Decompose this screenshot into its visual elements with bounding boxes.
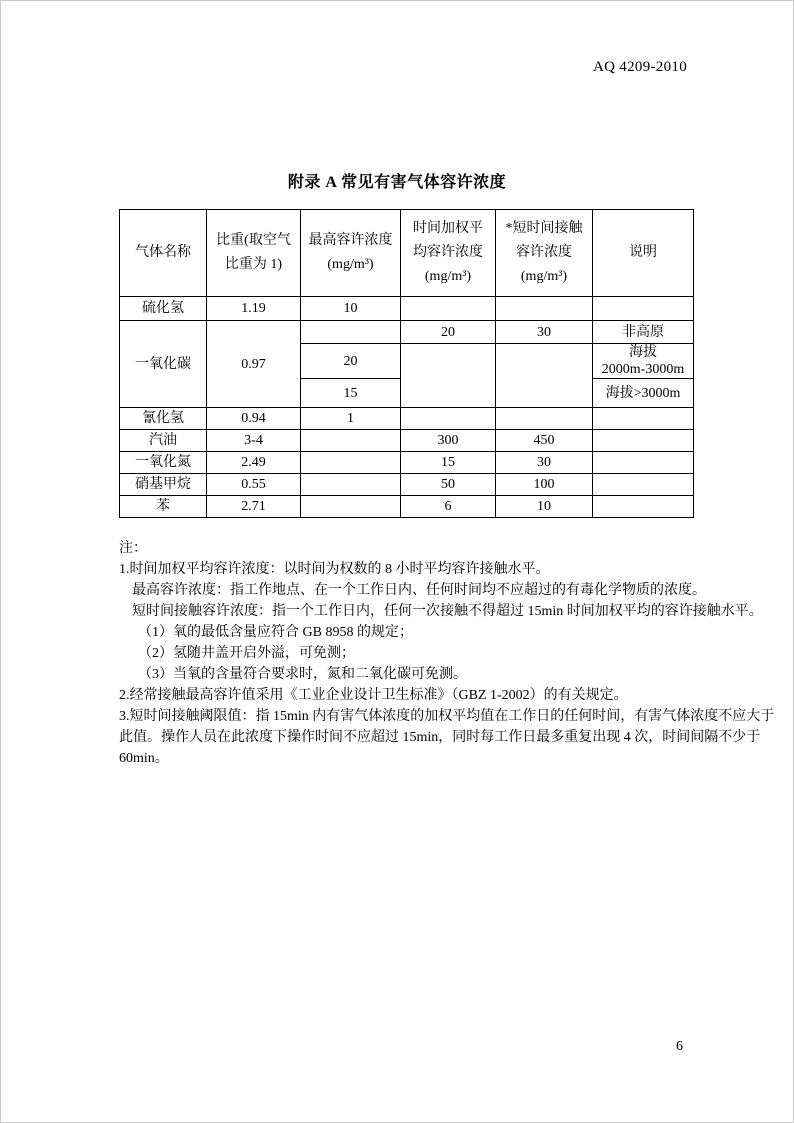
cell-twa: 300 <box>401 430 496 452</box>
cell-remark-empty <box>593 452 694 474</box>
cell-remark: 非高原 <box>593 321 694 344</box>
cell-gravity: 1.19 <box>207 297 301 321</box>
cell-twa-empty <box>401 408 496 430</box>
remark-line: 海拔 <box>629 345 657 360</box>
cell-max: 1 <box>301 408 401 430</box>
cell-stel: 30 <box>496 321 593 344</box>
header-label-line: (mg/m³) <box>424 269 472 284</box>
cell-gravity: 2.49 <box>207 452 301 474</box>
page-number: 6 <box>676 1039 683 1054</box>
cell-gas-name: 硫化氢 <box>120 297 207 321</box>
cell-gas-name: 一氧化氮 <box>120 452 207 474</box>
col-header-twa-concentration <box>401 210 496 297</box>
cell-twa: 20 <box>401 321 496 344</box>
cell-max: 10 <box>301 297 401 321</box>
cell-stel: 450 <box>496 430 593 452</box>
note-line: （2）氢随井盖开启外溢，可免测； <box>138 646 355 661</box>
table-row-nitromethane <box>120 474 694 496</box>
cell-gas-name: 一氧化碳 <box>120 321 207 408</box>
cell-max-empty <box>301 430 401 452</box>
cell-gas-name: 硝基甲烷 <box>120 474 207 496</box>
col-header-stel-concentration <box>496 210 593 297</box>
cell-remark-empty <box>593 430 694 452</box>
cell-gravity: 3-4 <box>207 430 301 452</box>
cell-max: 20 <box>301 344 401 379</box>
cell-max-empty <box>301 496 401 518</box>
cell-gas-name: 苯 <box>120 496 207 518</box>
header-label-line: 最高容许浓度 <box>308 233 393 248</box>
cell-max-empty <box>301 452 401 474</box>
cell-gravity: 0.97 <box>207 321 301 408</box>
cell-twa: 6 <box>401 496 496 518</box>
cell-max-empty <box>301 321 401 344</box>
cell-remark <box>593 344 694 379</box>
cell-twa: 15 <box>401 452 496 474</box>
note-line: 60min。 <box>119 751 169 766</box>
note-line: 1.时间加权平均容许浓度：以时间为权数的 8 小时平均容许接触水平。 <box>119 562 550 577</box>
note-line: 最高容许浓度：指工作地点、在一个工作日内、任何时间均不应超过的有毒化学物质的浓度。 <box>132 583 706 598</box>
cell-remark-empty <box>593 297 694 321</box>
header-label-line: 比重(取空气 <box>216 233 291 248</box>
cell-remark: 海拔>3000m <box>593 379 694 408</box>
cell-remark-empty <box>593 408 694 430</box>
table-row-hydrogen-cyanide <box>120 408 694 430</box>
note-label: 注： <box>119 541 147 556</box>
cell-twa-empty <box>401 297 496 321</box>
header-label-line: 均容许浓度 <box>413 245 483 260</box>
header-label-line: 比重为 1) <box>224 257 283 272</box>
cell-stel: 30 <box>496 452 593 474</box>
note-line: 3.短时间接触阈限值：指 15min 内有害气体浓度的加权平均值在工作日的任何时间，有害气体浓度不应大于 <box>119 709 775 724</box>
col-header-remarks <box>593 210 694 297</box>
cell-twa: 50 <box>401 474 496 496</box>
col-header-max-concentration <box>301 210 401 297</box>
header-label-line: *短时间接触 <box>505 221 583 236</box>
cell-twa-empty <box>401 344 496 408</box>
cell-gravity: 2.71 <box>207 496 301 518</box>
cell-remark-empty <box>593 496 694 518</box>
header-label: 气体名称 <box>135 245 191 260</box>
remark-line: 2000m-3000m <box>601 362 685 377</box>
standard-number: AQ 4209-2010 <box>592 59 687 75</box>
cell-max-empty <box>301 474 401 496</box>
cell-gas-name: 氰化氢 <box>120 408 207 430</box>
cell-stel-empty <box>496 297 593 321</box>
cell-stel-empty <box>496 408 593 430</box>
cell-gravity: 0.94 <box>207 408 301 430</box>
cell-remark-empty <box>593 474 694 496</box>
header-label-line: (mg/m³) <box>327 257 374 272</box>
gas-concentration-table <box>119 209 694 518</box>
cell-stel: 10 <box>496 496 593 518</box>
table-row-carbon-monoxide-sub1 <box>120 321 694 344</box>
header-label-line: 容许浓度 <box>516 245 572 260</box>
cell-stel: 100 <box>496 474 593 496</box>
header-label: 说明 <box>629 245 657 260</box>
cell-gravity: 0.55 <box>207 474 301 496</box>
col-header-specific-gravity <box>207 210 301 297</box>
table-row-hydrogen-sulfide <box>120 297 694 321</box>
note-line: （1）氧的最低含量应符合 GB 8958 的规定； <box>138 625 413 640</box>
note-line: 2.经常接触最高容许值采用《工业企业设计卫生标准》（GBZ 1-2002）的有关规定。 <box>119 688 628 703</box>
table-row-nitric-oxide <box>120 452 694 474</box>
cell-gas-name: 汽油 <box>120 430 207 452</box>
col-header-gas-name <box>120 210 207 297</box>
appendix-title: 附录 A 常见有害气体容许浓度 <box>287 174 507 191</box>
header-label-line: 时间加权平 <box>413 221 483 236</box>
note-line: 短时间接触容许浓度：指一个工作日内，任何一次接触不得超过 15min 时间加权平均的容许接触水平。 <box>132 604 763 619</box>
cell-max: 15 <box>301 379 401 408</box>
note-line: （3）当氧的含量符合要求时，氮和二氧化碳可免测。 <box>138 667 467 682</box>
cell-stel-empty <box>496 344 593 408</box>
header-label-line: (mg/m³) <box>520 269 568 284</box>
notes-section <box>119 538 775 769</box>
table-header-row <box>120 210 694 297</box>
table-row-gasoline <box>120 430 694 452</box>
table-row-benzene <box>120 496 694 518</box>
note-line: 此值。操作人员在此浓度下操作时间不应超过 15min，同时每工作日最多重复出现 4 次，时间间隔不少于 <box>119 730 761 745</box>
